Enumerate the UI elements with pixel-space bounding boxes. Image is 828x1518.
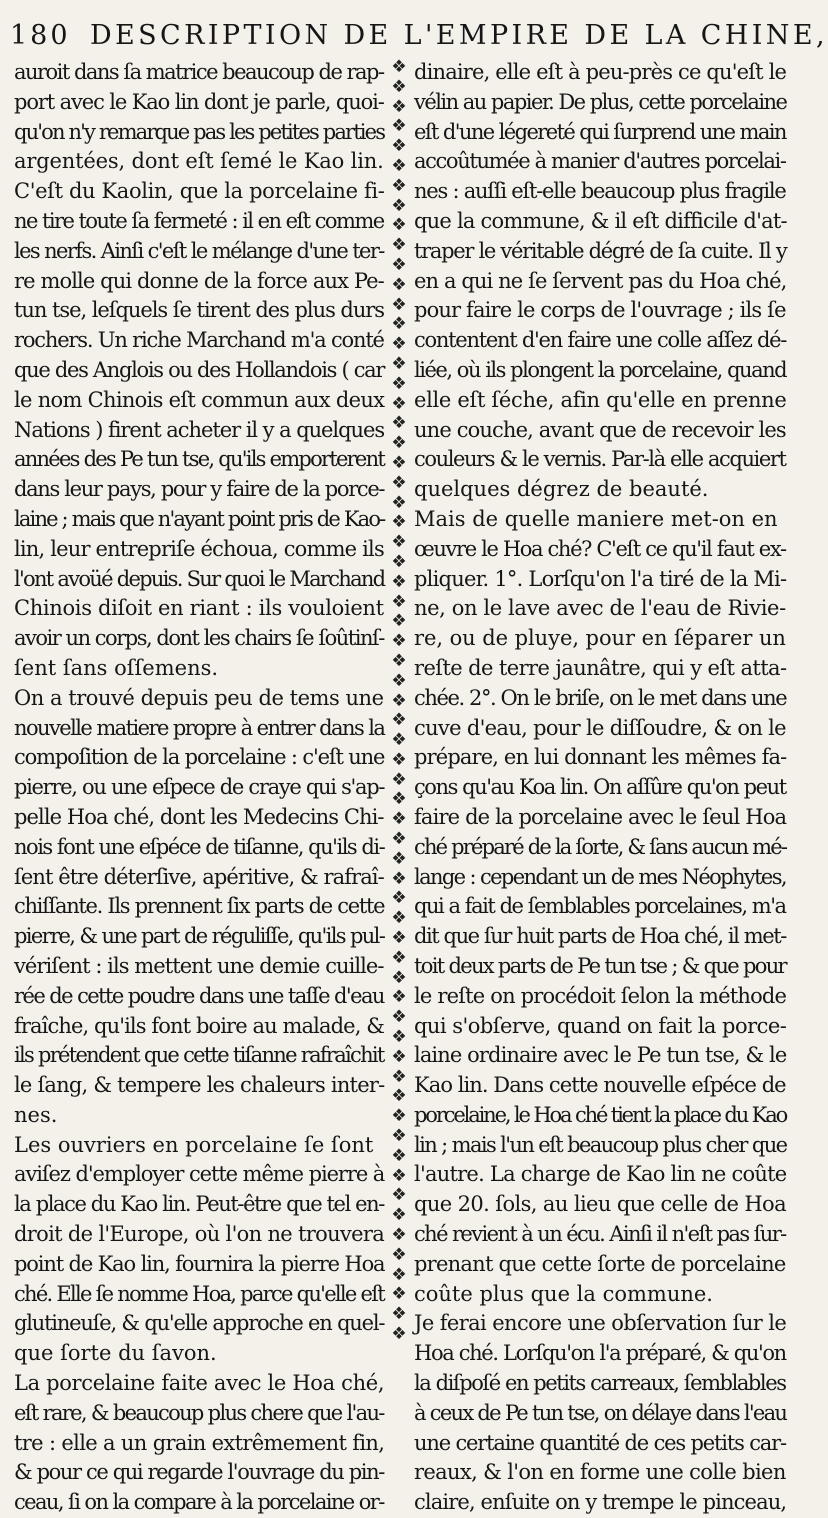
- divider-ornament-icon: ❖: [391, 433, 407, 454]
- text-line: pierre, & une part de réguliſſe, qu'ils pul-: [14, 924, 385, 949]
- divider-ornament-icon: ❖: [391, 631, 407, 652]
- divider-ornament-icon: ❖: [391, 512, 407, 533]
- text-line: eſt rare, & beaucoup plus chere que l'au-: [14, 1400, 384, 1425]
- divider-ornament-icon: ❖: [391, 1106, 407, 1127]
- text-line: rochers. Un riche Marchand m'a conté: [14, 328, 384, 353]
- divider-ornament-icon: ❖: [391, 334, 407, 355]
- text-line: liée, où ils plongent la porcelaine, quand: [414, 357, 787, 382]
- text-line: nouvelle matiere propre à entrer dans la: [14, 715, 385, 740]
- text-line: qu'on n'y remarque pas les petites parties: [14, 119, 385, 144]
- divider-ornament-icon: ❖: [391, 472, 407, 493]
- text-line: ils prétendent que cette tiſanne rafraîchit: [14, 1043, 384, 1068]
- divider-ornament-icon: ❖: [391, 1086, 407, 1107]
- divider-ornament-icon: ❖: [391, 96, 407, 117]
- divider-ornament-icon: ❖: [391, 1264, 407, 1285]
- text-line: années des Pe tun tse, qu'ils emporterent: [14, 447, 385, 472]
- divider-ornament-icon: ❖: [391, 967, 407, 988]
- text-line: tun tse, leſquels ſe tirent des plus durs: [14, 298, 385, 323]
- divider-ornament-icon: ❖: [391, 928, 407, 949]
- divider-ornament-icon: ❖: [391, 710, 407, 731]
- text-line: point de Kao lin, fournira la pierre Hoa: [14, 1251, 385, 1276]
- text-line: reaux, & l'on en forme une colle bien: [414, 1460, 786, 1485]
- ornamental-column-divider: [388, 58, 410, 1348]
- left-text-column: [14, 58, 385, 1515]
- divider-ornament-icon: ❖: [391, 155, 407, 176]
- text-line: fraîche, qu'ils font boire au malade, &: [14, 1013, 385, 1038]
- divider-ornament-icon: ❖: [391, 650, 407, 671]
- divider-ornament-icon: ❖: [391, 829, 407, 850]
- text-line: chiſſante. Ils prennent ſix parts de cette: [14, 894, 385, 919]
- text-line: ſent ſans oſſemens.: [14, 655, 219, 680]
- divider-ornament-icon: ❖: [391, 908, 407, 929]
- divider-ornament-icon: ❖: [391, 1225, 407, 1246]
- text-line: reſte de terre jaunâtre, qui y eſt atta-: [414, 655, 787, 680]
- divider-ornament-icon: ❖: [391, 888, 407, 909]
- text-line: prépare, en lui donnant les mêmes fa-: [414, 745, 787, 770]
- divider-ornament-icon: ❖: [391, 175, 407, 196]
- text-line: lin ; mais l'un eſt beaucoup plus cher que: [414, 1132, 787, 1157]
- text-line: C'eſt du Kaolin, que la porcelaine fi-: [14, 179, 385, 204]
- text-line: compoſition de la porcelaine : c'eſt une: [14, 745, 385, 770]
- divider-ornament-icon: ❖: [391, 947, 407, 968]
- running-title: DESCRIPTION DE L'EMPIRE DE LA CHINE,: [90, 20, 828, 51]
- text-line: la diſpoſé en petits carreaux, ſemblables: [414, 1371, 786, 1396]
- page-header: [10, 14, 828, 54]
- text-line: le ſang, & tempere les chaleurs inter-: [14, 1073, 385, 1098]
- right-text-column: [414, 58, 787, 1515]
- text-line: l'autre. La charge de Kao lin ne coûte: [414, 1162, 787, 1187]
- text-line: faire de la porcelaine avec le ſeul Hoa: [414, 804, 787, 829]
- text-line: Kao lin. Dans cette nouvelle eſpéce de: [414, 1073, 786, 1098]
- text-line: Les ouvriers en porcelaine ſe ſont: [14, 1132, 374, 1157]
- divider-ornament-icon: ❖: [391, 690, 407, 711]
- text-line: les nerfs. Ainſi c'eſt le mélange d'une ter-: [14, 238, 384, 263]
- text-line: vélin au papier. De plus, cette porcelaine: [414, 89, 787, 114]
- divider-ornament-icon: ❖: [391, 848, 407, 869]
- text-line: une certaine quantité de ces petits car-: [414, 1430, 786, 1455]
- divider-ornament-icon: ❖: [391, 492, 407, 513]
- divider-ornament-icon: ❖: [391, 235, 407, 256]
- divider-ornament-icon: ❖: [391, 1284, 407, 1305]
- text-line: aviſez d'employer cette même pierre à: [14, 1162, 385, 1187]
- divider-ornament-icon: ❖: [391, 314, 407, 335]
- text-line: œuvre le Hoa ché? C'eſt ce qu'il faut ex-: [414, 536, 786, 561]
- divider-ornament-icon: ❖: [391, 571, 407, 592]
- text-line: vériſent : ils mettent une demie cuille-: [14, 953, 384, 978]
- text-line: quelques dégrez de beauté.: [414, 477, 709, 502]
- text-line: La porcelaine faite avec le Hoa ché,: [14, 1371, 385, 1396]
- divider-ornament-icon: ❖: [391, 254, 407, 275]
- text-line: pierre, ou une eſpece de craye qui s'ap-: [14, 775, 385, 800]
- text-line: coûte plus que la commune.: [414, 1281, 713, 1306]
- text-line: laine ordinaire avec le Pe tun tse, & le: [414, 1043, 787, 1068]
- text-line: la place du Kao lin. Peut-être que tel en-: [14, 1192, 384, 1217]
- divider-ornament-icon: ❖: [391, 353, 407, 374]
- divider-ornament-icon: ❖: [391, 670, 407, 691]
- text-line: qui s'obſerve, quand on fait la porce-: [414, 1013, 787, 1038]
- text-line: çons qu'au Koa lin. On aſſûre qu'on peut: [414, 775, 786, 800]
- text-line: lange : cependant un de mes Néophytes,: [414, 864, 786, 889]
- divider-ornament-icon: ❖: [391, 393, 407, 414]
- text-line: rée de cette poudre dans une taſſe d'eau: [14, 983, 384, 1008]
- text-line: On a trouvé depuis peu de tems une: [14, 685, 384, 710]
- text-line: ſent être déterſive, apéritive, & rafraî-: [14, 864, 384, 889]
- divider-ornament-icon: ❖: [391, 1185, 407, 1206]
- text-line: le nom Chinois eſt commun aux deux: [14, 387, 385, 412]
- text-line: chée. 2°. On le briſe, on le met dans une: [414, 685, 787, 710]
- divider-ornament-icon: ❖: [391, 730, 407, 751]
- text-line: que ſorte du ſavon.: [14, 1341, 217, 1366]
- text-line: porcelaine, le Hoa ché tient la place du Kao: [414, 1102, 787, 1127]
- divider-ornament-icon: ❖: [391, 591, 407, 612]
- text-line: Mais de quelle maniere met-on en: [414, 506, 778, 531]
- divider-ornament-icon: ❖: [391, 274, 407, 295]
- text-line: nois font une eſpéce de tiſanne, qu'ils di-: [14, 834, 385, 859]
- text-line: qui a fait de ſemblables porcelaines, m'a: [414, 894, 786, 919]
- divider-ornament-icon: ❖: [391, 57, 407, 77]
- text-line: ché préparé de la ſorte, & ſans aucun mé-: [414, 834, 787, 859]
- text-line: avoir un corps, dont les chairs ſe ſoûtinſ-: [14, 626, 384, 651]
- divider-ornament-icon: ❖: [391, 809, 407, 830]
- divider-ornament-icon: ❖: [391, 215, 407, 236]
- divider-ornament-icon: ❖: [391, 1324, 407, 1344]
- divider-ornament-icon: ❖: [391, 1205, 407, 1226]
- text-line: ceau, ſi on la compare à la porcelaine or-: [14, 1490, 384, 1515]
- text-line: prenant que cette ſorte de porcelaine: [414, 1251, 786, 1276]
- text-line: ché. Elle ſe nomme Hoa, parce qu'elle eſt: [14, 1281, 384, 1306]
- text-line: eſt d'une légereté qui ſurprend une main: [414, 119, 786, 144]
- text-line: que des Anglois ou des Hollandois ( car: [14, 357, 385, 382]
- text-line: glutineuſe, & qu'elle approche en quel-: [14, 1311, 385, 1336]
- text-line: une couche, avant que de recevoir les: [414, 417, 786, 442]
- text-line: auroit dans ſa matrice beaucoup de rap-: [14, 60, 384, 84]
- text-line: l'ont avoüé depuis. Sur quoi le Marchand: [14, 566, 385, 591]
- text-line: traper le véritable dégré de ſa cuite. Il y: [414, 238, 787, 263]
- divider-ornament-icon: ❖: [391, 452, 407, 473]
- text-line: laine ; mais que n'ayant point pris de Kao-: [14, 506, 385, 531]
- divider-ornament-icon: ❖: [391, 1244, 407, 1265]
- divider-ornament-icon: ❖: [391, 532, 407, 553]
- text-line: re molle qui donne de la force aux Pe-: [14, 268, 384, 293]
- divider-ornament-icon: ❖: [391, 1304, 407, 1325]
- text-line: pelle Hoa ché, dont les Medecins Chi-: [14, 804, 384, 829]
- text-line: re, ou de pluye, pour en ſéparer un: [414, 626, 786, 651]
- divider-ornament-icon: ❖: [391, 1046, 407, 1067]
- text-line: pliquer. 1°. Lorſqu'on l'a tiré de la Mi-: [414, 566, 787, 591]
- text-line: couleurs & le vernis. Par-là elle acquiert: [414, 447, 786, 472]
- divider-ornament-icon: ❖: [391, 769, 407, 790]
- text-line: que 20. ſols, au lieu que celle de Hoa: [414, 1192, 787, 1217]
- divider-ornament-icon: ❖: [391, 373, 407, 394]
- text-line: cuve d'eau, pour le diſſoudre, & on le: [414, 715, 786, 740]
- text-line: contentent d'en faire une colle aſſez dé-: [414, 328, 787, 353]
- text-line: argentées, dont eſt ſemé le Kao lin.: [14, 149, 384, 174]
- text-line: droit de l'Europe, où l'on ne trouvera: [14, 1222, 385, 1247]
- text-line: à ceux de Pe tun tse, on délaye dans l'eau: [414, 1400, 787, 1425]
- text-line: dit que ſur huit parts de Hoa ché, il met-: [414, 924, 786, 949]
- divider-ornament-icon: ❖: [391, 294, 407, 315]
- divider-ornament-icon: ❖: [391, 1145, 407, 1166]
- divider-ornament-icon: ❖: [391, 195, 407, 216]
- text-line: le reſte on procédoit ſelon la méthode: [414, 983, 787, 1008]
- divider-ornament-icon: ❖: [391, 1027, 407, 1048]
- text-line: nes : auſſi eſt-elle beaucoup plus fragile: [414, 179, 786, 204]
- text-line: ne tire toute ſa fermeté : il en eſt comme: [14, 208, 384, 233]
- divider-ornament-icon: ❖: [391, 868, 407, 889]
- text-line: Chinois diſoit en riant : ils vouloient: [14, 596, 384, 621]
- divider-ornament-icon: ❖: [391, 749, 407, 770]
- text-line: nes.: [14, 1102, 58, 1127]
- divider-ornament-icon: ❖: [391, 116, 407, 137]
- divider-ornament-icon: ❖: [391, 1165, 407, 1186]
- divider-ornament-icon: ❖: [391, 1007, 407, 1028]
- text-line: ne, on le lave avec de l'eau de Rivie-: [414, 596, 786, 621]
- text-line: Hoa ché. Lorſqu'on l'a préparé, & qu'on: [414, 1341, 786, 1366]
- text-line: tre : elle a un grain extrêmement fin,: [14, 1430, 385, 1455]
- text-line: & pour ce qui regarde l'ouvrage du pin-: [14, 1460, 384, 1485]
- text-line: toit deux parts de Pe tun tse ; & que pour: [414, 953, 786, 978]
- text-line: claire, enſuite on y trempe le pinceau,: [414, 1490, 787, 1515]
- divider-ornament-icon: ❖: [391, 1126, 407, 1147]
- text-line: dinaire, elle eſt à peu-près ce qu'eſt le: [414, 60, 787, 84]
- divider-ornament-icon: ❖: [391, 1066, 407, 1087]
- divider-ornament-icon: ❖: [391, 611, 407, 632]
- text-line: pour faire le corps de l'ouvrage ; ils ſe: [414, 298, 786, 323]
- text-line: en a qui ne ſe ſervent pas du Hoa ché,: [414, 268, 787, 293]
- text-line: ché revient à un écu. Ainſi il n'eſt pas ſur-: [414, 1222, 786, 1247]
- divider-ornament-icon: ❖: [391, 76, 407, 97]
- text-line: dans leur pays, pour y faire de la porce-: [14, 477, 385, 502]
- text-line: port avec le Kao lin dont je parle, quoi-: [14, 89, 384, 114]
- divider-ornament-icon: ❖: [391, 136, 407, 157]
- divider-ornament-icon: ❖: [391, 413, 407, 434]
- text-line: Je ferai encore une obſervation ſur le: [414, 1311, 787, 1336]
- text-line: elle eſt ſéche, afin qu'elle en prenne: [414, 387, 787, 412]
- divider-ornament-icon: ❖: [391, 789, 407, 810]
- text-line: accoûtumée à manier d'autres porcelai-: [414, 149, 786, 174]
- text-line: que la commune, & il eſt difficile d'at-: [414, 208, 787, 233]
- divider-ornament-icon: ❖: [391, 987, 407, 1008]
- page-number: 180: [10, 20, 71, 51]
- text-line: Nations ) firent acheter il y a quelques: [14, 417, 385, 442]
- text-line: lin, leur entrepriſe échoua, comme ils: [14, 536, 384, 561]
- divider-ornament-icon: ❖: [391, 551, 407, 572]
